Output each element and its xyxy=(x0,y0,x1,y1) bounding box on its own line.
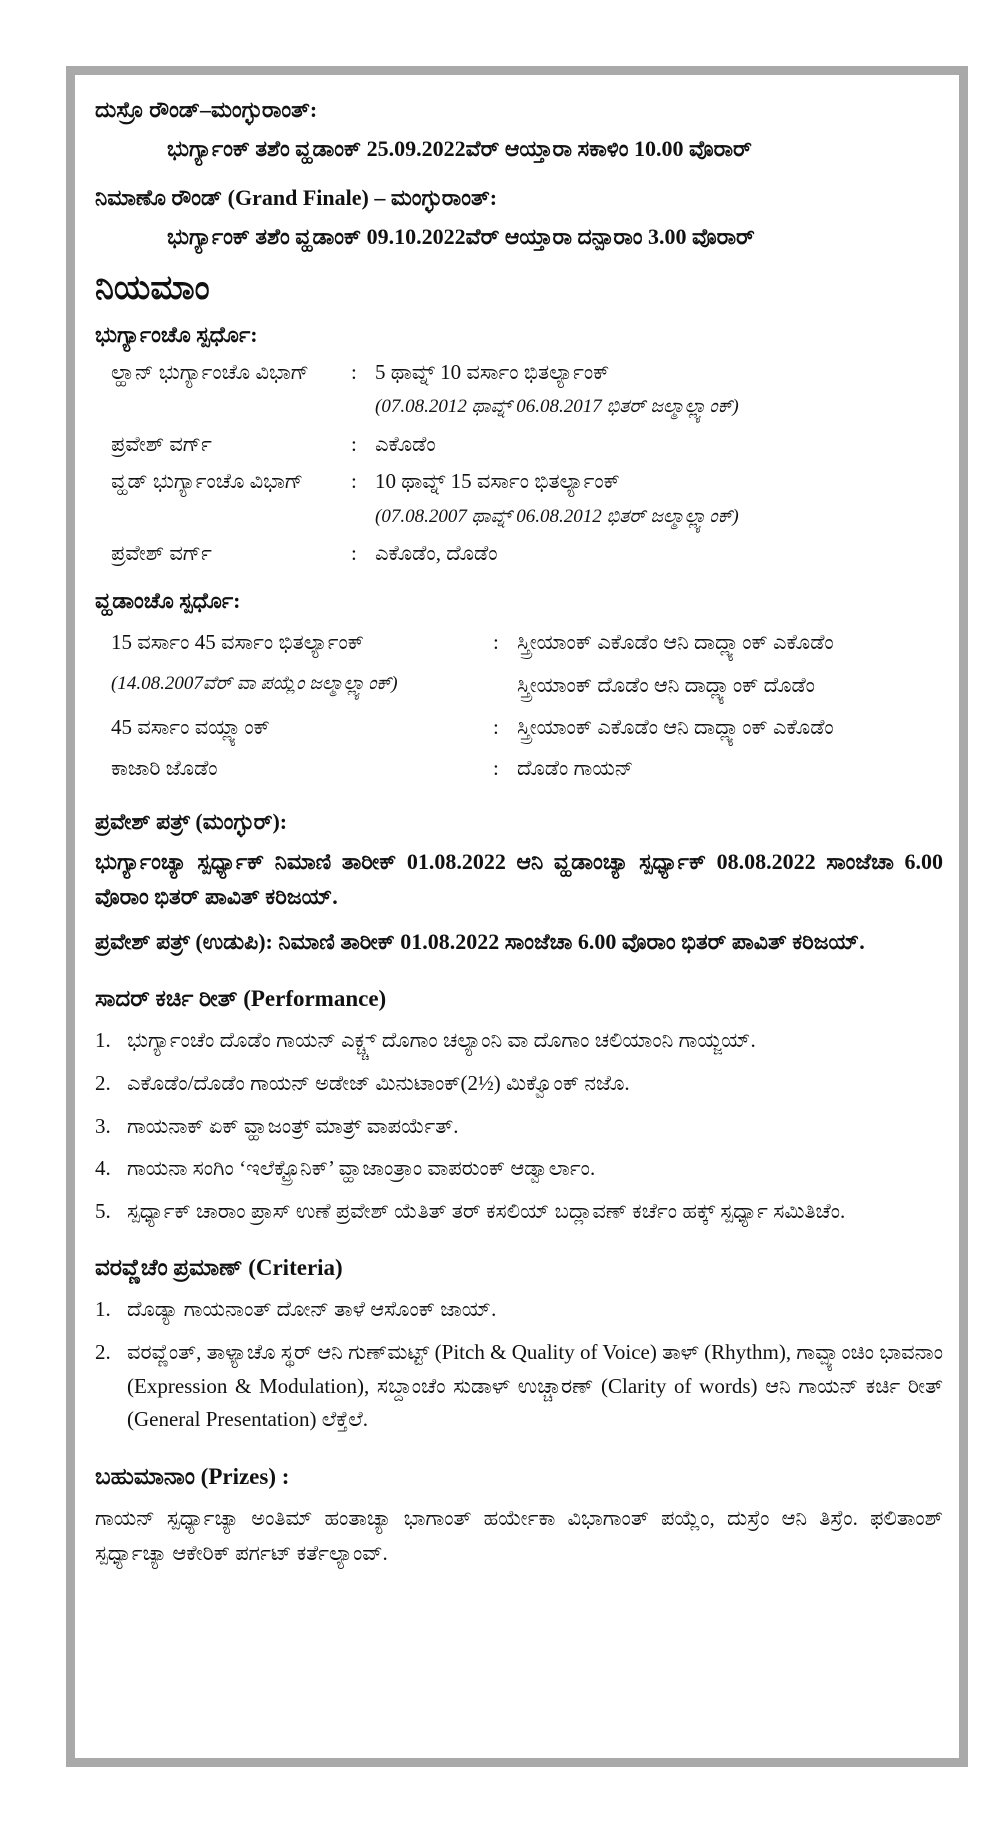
row-colon: : xyxy=(493,756,499,781)
row-label: ಲ್ಹಾನ್ ಭುರ್ಗ್ಯಾಂಚೊ ವಿಭಾಗ್ xyxy=(111,359,309,384)
row-value: ಎಕೊಡೆಂ, ದೊಡೆಂ xyxy=(375,541,498,566)
criteria-heading: ವರವ್ಣೆಚೆಂ ಪ್ರಮಾಣ್ (Criteria) xyxy=(95,1255,343,1281)
row-label: 15 ವರ್ಸಾಂ 45 ವರ್ಸಾಂ ಭಿತರ್ಲ್ಯಾಂಕ್ xyxy=(111,629,365,654)
adults-contest-heading: ವ್ಹಡಾಂಚೊ ಸ್ಪರ್ಧೊ: xyxy=(95,587,241,613)
row-value-group xyxy=(517,627,943,702)
entry-card-mangalore-text: ಭುರ್ಗ್ಯಾಂಚ್ಯಾ ಸ್ಪರ್ಧ್ಯಾಕ್ ನಿಮಾಣಿ ತಾರೀಕ್ 01.08.2022 ಆನಿ ವ್ಹಡಾಂಚ್ಯಾ ಸ್ಪರ್ಧ್ಯಾಕ್ 08.08.2022 ಸಾಂಜೆಚಾ 6.00 ವೊರಾಂ ಭಿತರ್ ಪಾವಿತ್ ಕರಿಜಯ್. xyxy=(95,848,943,909)
row-value: ಎಕೊಡೆಂ xyxy=(375,431,436,456)
row-label: ಪ್ರವೇಶ್ ವರ್ಗ್ xyxy=(111,431,212,456)
children-row-small-birthdate-note: (07.08.2012 ಥಾವ್ನ್ 06.08.2017 ಭಿತರ್ ಜಲ್ಮಾಲ್ಲ್ಯಾಂಕ್) xyxy=(375,396,739,418)
performance-heading: ಸಾದರ್ ಕರ್ಚಿ ರೀತ್ (Performance) xyxy=(95,986,387,1012)
performance-item-4 xyxy=(95,1152,943,1186)
row-colon: : xyxy=(351,541,357,566)
performance-item-2 xyxy=(95,1067,943,1101)
adults-row-above-45 xyxy=(95,712,943,744)
row-label-group xyxy=(111,627,493,699)
list-text: ಭುರ್ಗ್ಯಾಂಚೆಂ ದೊಡೆಂ ಗಾಯನ್ ಎಕ್ಚ್ಚ್ ದೊಗಾಂ ಚಲ್ಯಾಂನಿ ವಾ ದೊಗಾಂ ಚಲಿಯಾಂನಿ ಗಾಯ್ಜಯ್. xyxy=(127,1028,756,1053)
children-row-entry-category-2 xyxy=(95,538,943,570)
list-number: 4. xyxy=(95,1156,111,1181)
list-number: 2. xyxy=(95,1340,111,1365)
round2-detail: ಭುರ್ಗ್ಯಾಂಕ್ ತಶೆಂ ವ್ಹಡಾಂಕ್ 25.09.2022ವೆರ್ ಆಯ್ತಾರಾ ಸಕಾಳಿಂ 10.00 ವೊರಾರ್ xyxy=(167,136,752,161)
list-text: ಗಾಯನಾಕ್ ಏಕ್ ವ್ಹಾಜಂತ್ರ್ ಮಾತ್ರ್ ವಾಪರ್ಯೆತ್. xyxy=(127,1113,459,1138)
criteria-item-2 xyxy=(95,1336,943,1437)
round2-heading: ದುಸ್ರೊ ರೌಂಡ್–ಮಂಗ್ಳುರಾಂತ್: xyxy=(95,97,318,122)
grand-finale-detail: ಭುರ್ಗ್ಯಾಂಕ್ ತಶೆಂ ವ್ಹಡಾಂಕ್ 09.10.2022ವೆರ್ ಆಯ್ತಾರಾ ದನ್ಪಾರಾಂ 3.00 ವೊರಾರ್ xyxy=(167,224,755,249)
row-value: 10 ಥಾವ್ನ್ 15 ವರ್ಸಾಂ ಭಿತರ್ಲ್ಯಾಂಕ್ xyxy=(375,469,620,494)
grand-finale-heading: ನಿಮಾಣೊ ರೌಂಡ್ (Grand Finale) – ಮಂಗ್ಳುರಾಂತ್: xyxy=(95,185,498,210)
entry-card-mangalore-heading: ಪ್ರವೇಶ್ ಪತ್ರ್ (ಮಂಗ್ಳುರ್): xyxy=(95,808,288,834)
row-value: ದೊಡೆಂ ಗಾಯನ್ xyxy=(517,756,634,781)
children-row-entry-category-1 xyxy=(95,429,943,461)
row-value: 5 ಥಾವ್ನ್ 10 ವರ್ಸಾಂ ಭಿತರ್ಲ್ಯಾಂಕ್ xyxy=(375,359,610,384)
prizes-heading: ಬಹುಮಾನಾಂ (Prizes) : xyxy=(95,1463,290,1489)
adults-contest-section xyxy=(95,586,943,785)
row-colon: : xyxy=(351,431,357,456)
criteria-item-1 xyxy=(95,1293,943,1327)
row-value: ಸ್ತ್ರೀಯಾಂಕ್ ಎಕೊಡೆಂ ಆನಿ ದಾದ್ಲ್ಯಾಂಕ್ ಎಕೊಡೆಂ xyxy=(517,714,834,739)
list-number: 2. xyxy=(95,1070,111,1095)
list-text: ದೊಡ್ಯಾ ಗಾಯನಾಂತ್ ದೋನ್ ತಾಳೆ ಆಸೊಂಕ್ ಜಾಯ್. xyxy=(127,1297,497,1322)
list-number: 5. xyxy=(95,1198,111,1223)
schedule-section xyxy=(95,93,943,253)
row-value-line2: ಸ್ತ್ರೀಯಾಂಕ್ ದೊಡೆಂ ಆನಿ ದಾದ್ಲ್ಯಾಂಕ್ ದೊಡೆಂ xyxy=(517,673,815,698)
row-colon: : xyxy=(351,359,357,384)
adults-row-15-45 xyxy=(95,627,943,702)
list-text: ಗಾಯನಾ ಸಂಗಿಂ ‘ಇಲೆಕ್ಟ್ರೊನಿಕ್’ ವ್ಹಾಜಾಂತ್ರಾಂ ವಾಪರುಂಕ್ ಆಡ್ವಾರ್ಲಾಂ. xyxy=(127,1156,596,1181)
performance-item-5 xyxy=(95,1195,943,1229)
performance-section xyxy=(95,983,943,1228)
performance-item-1 xyxy=(95,1024,943,1058)
list-text: ಎಕೊಡೆಂ/ದೊಡೆಂ ಗಾಯನ್ ಅಡೇಜ್ ಮಿನುಟಾಂಕ್(2½) ಮಿಕ್ವೊಂಕ್ ನಜೊ. xyxy=(127,1070,630,1095)
children-row-big-division xyxy=(95,466,943,498)
row-label: ಪ್ರವೇಶ್ ವರ್ಗ್ xyxy=(111,541,212,566)
children-row-small-division xyxy=(95,357,943,389)
criteria-section xyxy=(95,1252,943,1437)
row-colon: : xyxy=(351,469,357,494)
row-label: ಕಾಜಾರಿ ಜೊಡೆಂ xyxy=(111,756,218,781)
children-row-big-birthdate-note: (07.08.2007 ಥಾವ್ನ್ 06.08.2012 ಭಿತರ್ ಜಲ್ಮಾಲ್ಲ್ಯಾಂಕ್) xyxy=(375,505,739,527)
list-text: ವರವ್ಣೆಂತ್, ತಾಳ್ಯಾಚೊ ಸ್ಥರ್ ಆನಿ ಗುಣ್‌ಮಟ್ಟ್ (Pitch & Quality of Voice) ತಾಳ್ (Rhythm), ಗಾವ್ಪ್ಯಾಂಚಿಂ ಭಾವನಾಂ (Expression & Modulation), ಸಬ್ದಾಂಚೆಂ ಸುಡಾಳ್ ಉಚ್ಚಾರಣ್ (Clarity of words) ಆನಿ ಗಾಯನ್ ಕರ್ಚಿ ರೀತ್ (General Presentation) ಲೆಕ್ತೆಲೆ. xyxy=(127,1340,943,1432)
row-colon: : xyxy=(493,714,499,739)
row-label: ವ್ಹಡ್ ಭುರ್ಗ್ಯಾಂಚೊ ವಿಭಾಗ್ xyxy=(111,469,304,494)
prizes-section xyxy=(95,1461,943,1570)
entry-card-udupi-heading: ಪ್ರವೇಶ್ ಪತ್ರ್ (ಉಡುಪಿ): xyxy=(95,928,273,954)
entry-card-section xyxy=(95,805,943,960)
performance-item-3 xyxy=(95,1110,943,1144)
list-text: ಸ್ಪರ್ಧ್ಯಾಕ್ ಚಾರಾಂ ಪ್ರಾಸ್ ಉಣೆ ಪ್ರವೇಶ್ ಯೆತಿತ್ ತರ್ ಕಸಲಿಯ್ ಬದ್ಲಾವಣ್ ಕರ್ಚೆಂ ಹಕ್ಕ್ ಸ್ಪರ್ಧ್ಯಾ ಸಮಿತಿಚೆಂ. xyxy=(127,1198,846,1223)
list-number: 1. xyxy=(95,1028,111,1053)
entry-card-udupi-text: ನಿಮಾಣಿ ತಾರೀಕ್ 01.08.2022 ಸಾಂಜೆಚಾ 6.00 ವೊರಾಂ ಭಿತರ್ ಪಾವಿತ್ ಕರಿಜಯ್. xyxy=(278,928,865,954)
entry-card-udupi-paragraph xyxy=(95,924,943,959)
adults-row-married-couple xyxy=(95,753,943,785)
list-number: 1. xyxy=(95,1297,111,1322)
rules-title: ನಿಯಮಾಂ xyxy=(95,270,210,307)
row-label: 45 ವರ್ಸಾಂ ವಯ್ಲ್ಯಾಂಕ್ xyxy=(111,714,270,739)
prizes-text: ಗಾಯನ್ ಸ್ಪರ್ಧ್ಯಾಚ್ಯಾ ಅಂತಿಮ್ ಹಂತಾಚ್ಯಾ ಭಾಗಾಂತ್ ಹರ್ಯೇಕಾ ವಿಭಾಗಾಂತ್ ಪಯ್ಲೆಂ, ದುಸ್ರೆಂ ಆನಿ ತಿಸ್ರೆಂ. ಫಲಿತಾಂಶ್ ಸ್ಪರ್ಧ್ಯಾಚ್ಯಾ ಆಕೇರಿಕ್ ಪರ್ಗಟ್ ಕರ್ತೆಲ್ಯಾಂವ್. xyxy=(95,1506,943,1565)
row-colon: : xyxy=(493,629,499,654)
children-contest-section xyxy=(95,320,943,570)
row-birthdate-note: (14.08.2007ವೆರ್ ವಾ ಪಯ್ಲೆಂ ಜಲ್ಮಾಲ್ಲ್ಯಾಂಕ್) xyxy=(111,673,398,695)
document-border-frame xyxy=(66,66,968,1767)
children-contest-heading: ಭುರ್ಗ್ಯಾಂಚೊ ಸ್ಪರ್ಧೊ: xyxy=(95,321,258,347)
row-value-line1: ಸ್ತ್ರೀಯಾಂಕ್ ಎಕೊಡೆಂ ಆನಿ ದಾದ್ಲ್ಯಾಂಕ್ ಎಕೊಡೆಂ xyxy=(517,629,834,654)
list-number: 3. xyxy=(95,1113,111,1138)
